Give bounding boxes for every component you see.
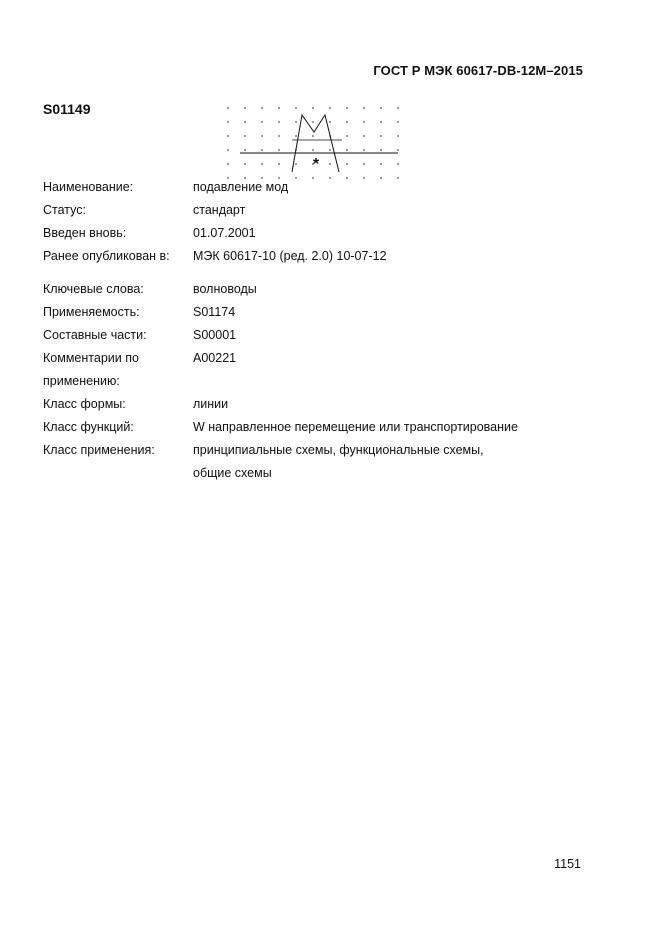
- field-value: принципиальные схемы, функциональные схемы,: [193, 443, 484, 457]
- page-number: 1151: [554, 857, 581, 871]
- field-label: Применяемость:: [43, 305, 140, 319]
- field-label-cont: применению:: [43, 374, 120, 388]
- symbol-code: S01149: [43, 101, 91, 117]
- field-label: Наименование:: [43, 180, 134, 194]
- asterisk-mark: *: [312, 156, 320, 173]
- field-value-cont: общие схемы: [193, 466, 272, 480]
- field-label: Введен вновь:: [43, 226, 127, 240]
- field-value: стандарт: [193, 203, 246, 217]
- field-label: Класс функций:: [43, 420, 134, 434]
- field-label: Составные части:: [43, 328, 147, 342]
- field-value: МЭК 60617-10 (ред. 2.0) 10-07-12: [193, 249, 387, 263]
- field-label: Ранее опубликован в:: [43, 249, 170, 263]
- field-value: 01.07.2001: [193, 226, 256, 240]
- page-header: ГОСТ Р МЭК 60617-DB-12M–2015: [373, 63, 583, 78]
- field-label: Комментарии по: [43, 351, 139, 365]
- field-value: S01174: [193, 305, 236, 319]
- field-value: волноводы: [193, 282, 257, 296]
- mode-suppression-symbol-icon: [222, 102, 412, 182]
- field-value: линии: [193, 397, 229, 411]
- field-label: Статус:: [43, 203, 86, 217]
- field-value: S00001: [193, 328, 237, 342]
- field-value: подавление мод: [193, 180, 289, 194]
- field-value: A00221: [193, 351, 237, 365]
- field-label: Класс применения:: [43, 443, 155, 457]
- field-value: W направленное перемещение или транспортирование: [193, 420, 518, 434]
- field-label: Класс формы:: [43, 397, 126, 411]
- field-label: Ключевые слова:: [43, 282, 144, 296]
